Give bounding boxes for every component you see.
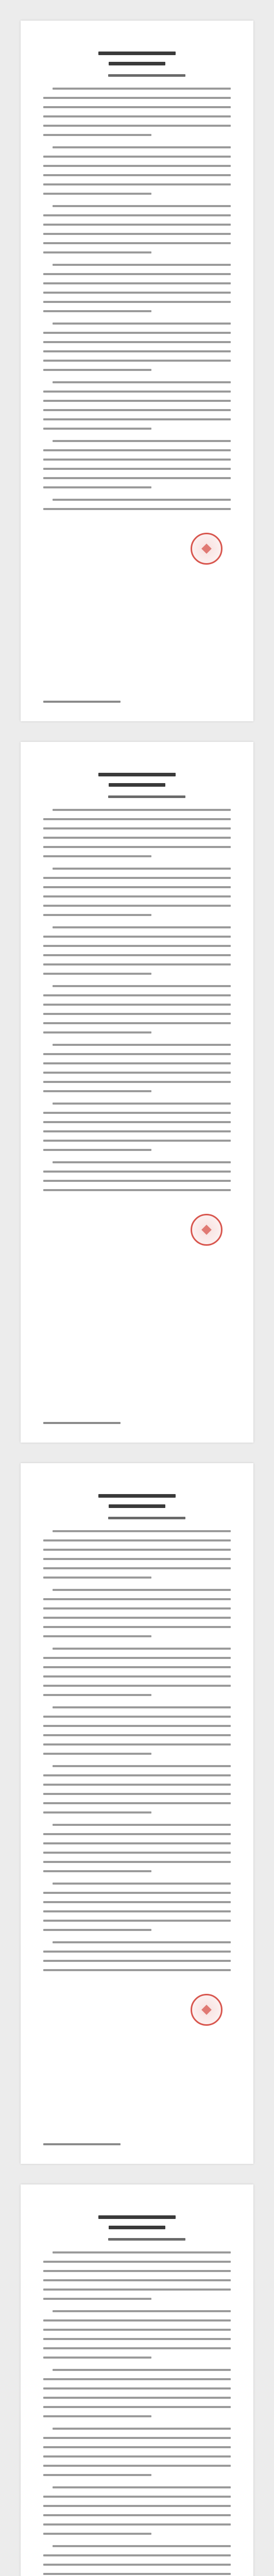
body-text-line — [43, 1577, 151, 1579]
body-text-line — [43, 1716, 231, 1718]
body-text-line — [53, 381, 231, 383]
body-text-line — [43, 1567, 231, 1569]
body-text-line — [43, 1635, 151, 1637]
body-text-line — [43, 2289, 231, 2291]
body-text-line — [43, 2406, 231, 2408]
body-text-line — [53, 440, 231, 442]
body-text-line — [43, 2261, 231, 2263]
body-text-line — [43, 125, 231, 127]
page-footer — [43, 701, 121, 703]
body-text-line — [43, 486, 151, 488]
body-text-line — [43, 2329, 231, 2331]
body-text-line — [53, 1706, 231, 1708]
body-text-line — [53, 1530, 231, 1532]
body-text-line — [43, 193, 151, 195]
body-text-line — [43, 97, 231, 99]
body-text-line — [43, 855, 151, 857]
document-subtitle — [109, 783, 165, 787]
body-text-line — [53, 1648, 231, 1650]
body-text-line — [43, 1811, 151, 1814]
body-text-line — [43, 1774, 231, 1776]
body-text-line — [43, 1140, 231, 1142]
body-text-line — [43, 2387, 231, 2389]
body-text-line — [43, 292, 231, 294]
body-text-line — [43, 1617, 231, 1619]
body-text-line — [53, 1044, 231, 1046]
body-text-line — [43, 1725, 231, 1727]
body-text-line — [43, 350, 231, 352]
body-text-line — [43, 1121, 231, 1123]
body-text-line — [53, 2486, 231, 2488]
body-text-line — [43, 2446, 231, 2448]
document-title — [98, 773, 176, 776]
document-page — [21, 742, 253, 1443]
page-footer — [43, 1422, 121, 1424]
body-text-line — [43, 837, 231, 839]
body-text-line — [43, 1013, 231, 1015]
body-text-line — [43, 1951, 231, 1953]
body-text-line — [43, 2279, 231, 2281]
reference-number — [108, 795, 185, 798]
body-text-line — [43, 1852, 231, 1854]
body-text-line — [43, 1171, 231, 1173]
body-text-line — [43, 1149, 151, 1151]
body-text-line — [43, 1062, 231, 1064]
document-title — [98, 52, 176, 55]
body-text-line — [43, 886, 231, 888]
body-text-line — [43, 827, 231, 829]
reference-number — [108, 74, 185, 77]
body-text-line — [43, 2474, 151, 2476]
body-text-line — [43, 115, 231, 117]
document-subtitle — [109, 2226, 165, 2229]
body-text-line — [43, 2455, 231, 2458]
body-text-line — [43, 1833, 231, 1835]
body-text-line — [43, 165, 231, 167]
body-text-line — [43, 224, 231, 226]
body-text-line — [43, 1910, 231, 1912]
document-title — [98, 2215, 176, 2219]
body-text-line — [43, 183, 231, 185]
body-text-line — [43, 1892, 231, 1894]
body-text-line — [43, 418, 231, 420]
body-text-line — [43, 973, 151, 975]
body-text-line — [43, 963, 231, 965]
body-text-line — [43, 310, 151, 312]
body-text-line — [43, 1031, 151, 1033]
body-text-line — [43, 1753, 151, 1755]
body-text-line — [43, 282, 231, 284]
body-text-line — [43, 1743, 231, 1745]
body-text-line — [43, 341, 231, 343]
body-text-line — [43, 2357, 151, 2359]
body-text-line — [43, 1920, 231, 1922]
body-text-line — [53, 926, 231, 928]
body-text-line — [43, 1607, 231, 1609]
body-text-line — [43, 409, 231, 411]
body-text-line — [43, 106, 231, 108]
body-text-line — [53, 2369, 231, 2371]
reference-number — [108, 2238, 185, 2241]
body-text-line — [43, 214, 231, 216]
body-text-line — [43, 369, 151, 371]
body-text-line — [43, 1189, 231, 1191]
body-text-line — [43, 134, 151, 136]
body-text-line — [43, 156, 231, 158]
body-text-line — [43, 1734, 231, 1736]
body-text-line — [53, 1765, 231, 1767]
body-text-line — [43, 1626, 231, 1628]
body-text-line — [43, 936, 231, 938]
body-text-line — [53, 323, 231, 325]
body-text-line — [43, 954, 231, 956]
body-text-line — [53, 2251, 231, 2253]
official-seal — [191, 1214, 222, 1246]
document-subtitle — [109, 62, 165, 65]
body-text-line — [43, 2415, 151, 2417]
body-text-line — [43, 477, 231, 479]
body-text-line — [43, 1549, 231, 1551]
body-text-line — [43, 1969, 231, 1971]
body-text-line — [43, 2514, 231, 2516]
body-text-line — [43, 1694, 151, 1696]
body-text-line — [53, 868, 231, 870]
body-text-line — [43, 428, 151, 430]
body-text-line — [43, 242, 231, 244]
document-subtitle — [109, 1504, 165, 1508]
body-text-line — [43, 301, 231, 303]
document-title — [98, 1494, 176, 1498]
body-text-line — [53, 1941, 231, 1943]
body-text-line — [43, 360, 231, 362]
body-text-line — [43, 2573, 231, 2575]
body-text-line — [43, 2554, 231, 2556]
body-text-line — [43, 1112, 231, 1114]
body-text-line — [43, 449, 231, 451]
body-text-line — [43, 1081, 231, 1083]
body-text-line — [43, 2378, 231, 2380]
body-text-line — [53, 88, 231, 90]
body-text-line — [53, 205, 231, 207]
reference-number — [108, 1517, 185, 1519]
body-text-line — [43, 914, 151, 916]
body-text-line — [53, 2310, 231, 2312]
body-text-line — [43, 846, 231, 848]
body-text-line — [53, 499, 231, 501]
body-text-line — [43, 2437, 231, 2439]
body-text-line — [43, 273, 231, 275]
body-text-line — [43, 391, 231, 393]
body-text-line — [53, 2545, 231, 2547]
body-text-line — [43, 2533, 151, 2535]
body-text-line — [43, 400, 231, 402]
body-text-line — [43, 468, 231, 470]
body-text-line — [43, 1004, 231, 1006]
document-page — [21, 1463, 253, 2164]
body-text-line — [43, 1870, 151, 1872]
body-text-line — [43, 2270, 231, 2272]
body-text-line — [53, 146, 231, 148]
body-text-line — [43, 1072, 231, 1074]
body-text-line — [43, 994, 231, 996]
body-text-line — [53, 809, 231, 811]
body-text-line — [43, 1793, 231, 1795]
body-text-line — [43, 2505, 231, 2507]
body-text-line — [43, 2347, 231, 2349]
body-text-line — [43, 1666, 231, 1668]
official-seal — [191, 533, 222, 565]
document-page — [21, 2184, 253, 2576]
body-text-line — [43, 905, 231, 907]
body-text-line — [43, 2465, 231, 2467]
page-footer — [43, 2143, 121, 2145]
body-text-line — [53, 1103, 231, 1105]
body-text-line — [43, 1053, 231, 1055]
body-text-line — [43, 1130, 231, 1132]
body-text-line — [43, 174, 231, 176]
body-text-line — [43, 233, 231, 235]
body-text-line — [43, 1675, 231, 1677]
body-text-line — [43, 1558, 231, 1560]
body-text-line — [43, 1598, 231, 1600]
body-text-line — [43, 2319, 231, 2321]
body-text-line — [43, 2496, 231, 2498]
body-text-line — [53, 985, 231, 987]
body-text-line — [43, 251, 151, 253]
body-text-line — [43, 895, 231, 897]
body-text-line — [43, 945, 231, 947]
body-text-line — [53, 1161, 231, 1163]
body-text-line — [43, 332, 231, 334]
body-text-line — [43, 1657, 231, 1659]
body-text-line — [53, 1824, 231, 1826]
body-text-line — [43, 2397, 231, 2399]
body-text-line — [43, 1960, 231, 1962]
body-text-line — [43, 818, 231, 820]
body-text-line — [43, 1539, 231, 1541]
body-text-line — [43, 1802, 231, 1804]
body-text-line — [43, 459, 231, 461]
body-text-line — [53, 1589, 231, 1591]
body-text-line — [43, 1842, 231, 1844]
body-text-line — [53, 1883, 231, 1885]
body-text-line — [53, 2428, 231, 2430]
body-text-line — [43, 1901, 231, 1903]
body-text-line — [43, 1022, 231, 1024]
body-text-line — [53, 264, 231, 266]
body-text-line — [43, 1929, 151, 1931]
body-text-line — [43, 1685, 231, 1687]
body-text-line — [43, 1861, 231, 1863]
body-text-line — [43, 1090, 151, 1092]
body-text-line — [43, 877, 231, 879]
body-text-line — [43, 508, 231, 510]
body-text-line — [43, 2523, 231, 2526]
body-text-line — [43, 1784, 231, 1786]
body-text-line — [43, 1180, 231, 1182]
document-page — [21, 21, 253, 721]
official-seal — [191, 1994, 222, 2026]
body-text-line — [43, 2338, 231, 2340]
body-text-line — [43, 2564, 231, 2566]
body-text-line — [43, 2298, 151, 2300]
